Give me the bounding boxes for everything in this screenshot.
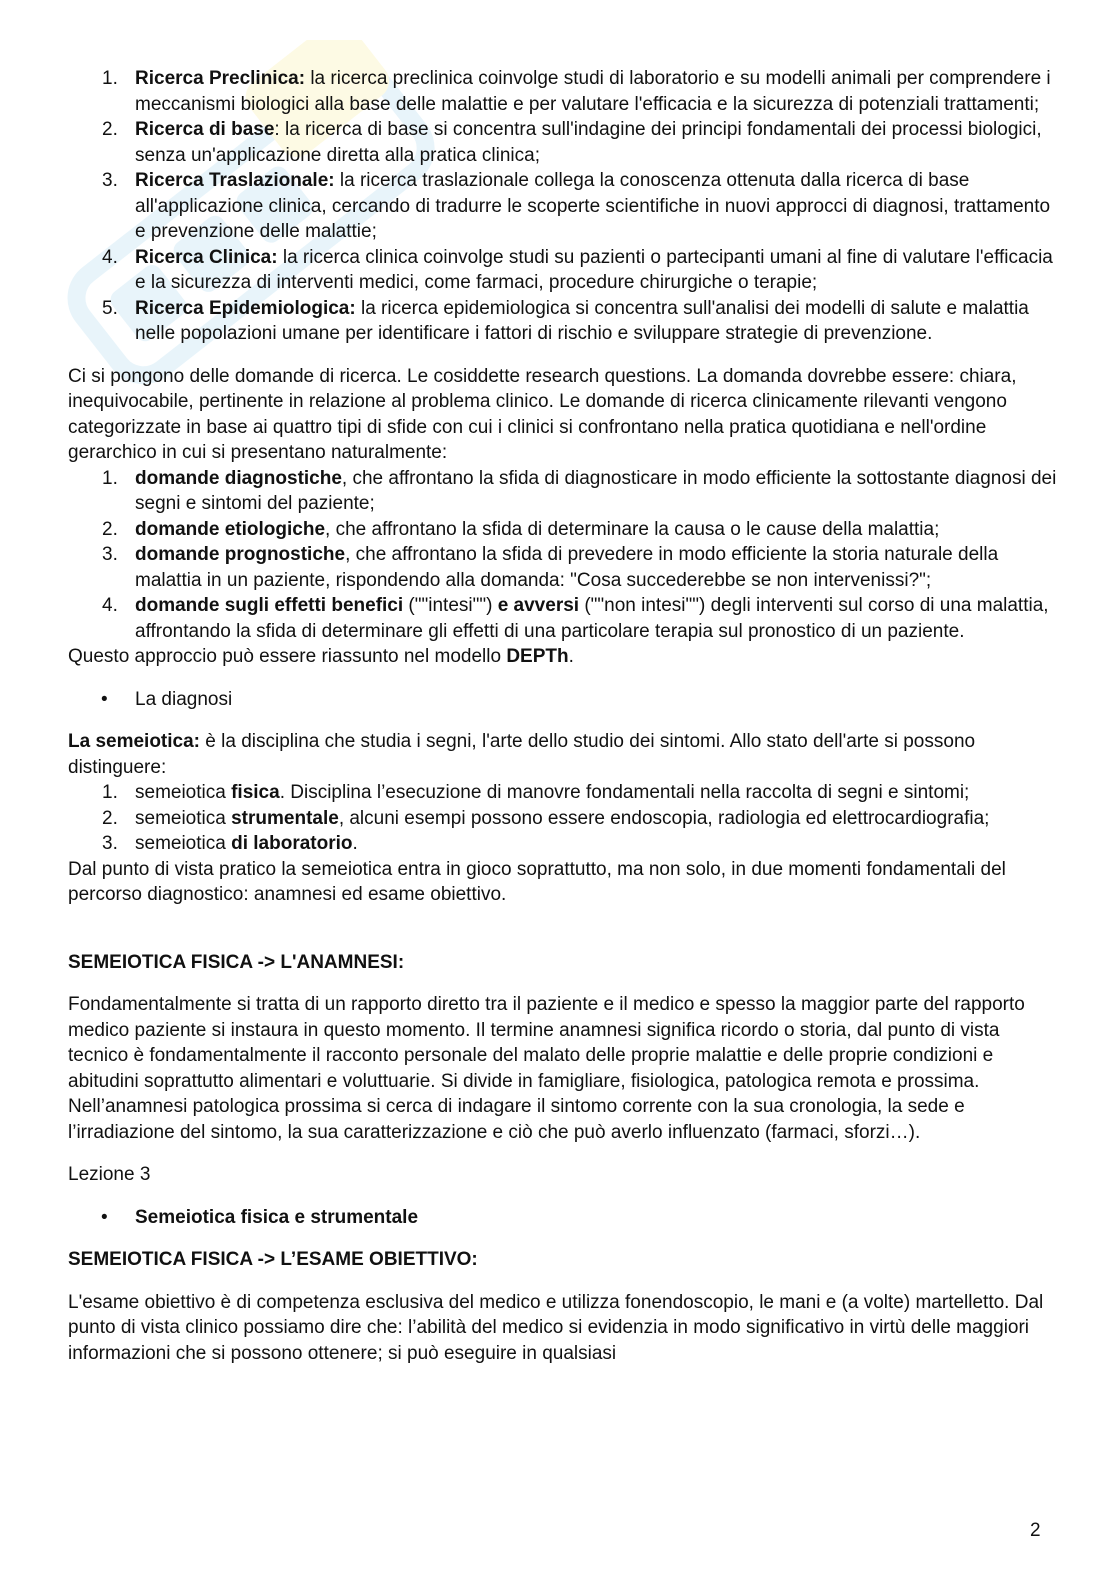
list-item [68, 780, 1058, 806]
list-term: Ricerca Epidemiologica: [135, 297, 356, 319]
list-term: domande etiologiche [135, 518, 326, 540]
page-content [68, 66, 1058, 1366]
semeiotica-term: La semeiotica: [68, 731, 200, 752]
list-text: . [352, 833, 358, 854]
list-text: (""intesi"") [403, 595, 498, 616]
research-questions-paragraph: Ci si pongono delle domande di ricerca. Le cosiddette research questions. La domanda dovrebbe essere: chiara, inequivocabile, pertinente in relazione al problema clinico. Le domande di ricerca clinicamente rilevanti vengono categorizzate in base ai quattro tipi di sfide con cui i clinici si confrontano nella pratica quotidiana e nell'ordine gerarchico in cui si presentano naturalmente: [68, 365, 1017, 463]
list-number: 2. [102, 518, 118, 540]
depth-end: . [568, 646, 574, 667]
list-item [68, 517, 1058, 543]
bullet-item [68, 687, 1058, 713]
list-item [68, 466, 1058, 517]
pratico-paragraph: Dal punto di vista pratico la semeiotica entra in gioco soprattutto, ma non solo, in due momenti fondamentali del percorso diagnostico: anamnesi ed esame obiettivo. [68, 858, 1006, 905]
list-term: e avversi [497, 595, 580, 616]
list-text: semeiotica [135, 833, 232, 854]
list-number: 1. [102, 68, 118, 89]
list-text: , alcuni esempi possono essere endoscopia, radiologia ed elettrocardiografia; [338, 807, 990, 829]
bullet-icon: • [101, 1206, 108, 1228]
questions-list [68, 466, 1058, 645]
list-term: Ricerca Clinica: [135, 246, 278, 268]
list-item [68, 245, 1058, 296]
list-term: domande prognostiche [135, 544, 346, 565]
bullet-list [68, 687, 1058, 713]
page-number: 2 [1030, 1520, 1041, 1541]
list-number: 4. [102, 595, 118, 616]
list-number: 2. [102, 807, 118, 829]
list-term: di laboratorio [231, 833, 353, 854]
bullet-icon: • [101, 688, 108, 710]
bullet-list [68, 1205, 1058, 1231]
list-item [68, 117, 1058, 168]
list-text: , che affrontano la sfida di diagnosticare in modo efficiente la sottostante diagnosi dei segni e sintomi del paziente; [135, 467, 1057, 514]
bullet-item [68, 1205, 1058, 1231]
list-number: 1. [102, 467, 118, 489]
list-number: 1. [102, 782, 118, 803]
list-item [68, 806, 1058, 832]
semeiotica-list [68, 780, 1058, 857]
list-text: la ricerca preclinica coinvolge studi di laboratorio e su modelli animali per comprendere i meccanismi biologici alla base delle malattie e per valutare l'efficacia e la sicurezza di potenziali trattamenti; [135, 68, 1051, 115]
list-term: domande diagnostiche [135, 467, 342, 489]
list-number: 4. [102, 246, 118, 268]
list-term: domande sugli effetti benefici [135, 595, 404, 616]
depth-paragraph [68, 644, 1058, 670]
list-item [68, 542, 1058, 593]
research-types-list [68, 66, 1058, 347]
lezione-label: Lezione 3 [68, 1164, 151, 1185]
list-text: semeiotica [135, 807, 232, 829]
list-text: la ricerca traslazionale collega la conoscenza ottenuta dalla ricerca di base all'applicazione clinica, cercando di tradurre le scoperte scientifiche in nuovi approcci di diagnosi, trattamento e prevenzione delle malattie; [135, 170, 1051, 242]
list-item [68, 168, 1058, 245]
semeiotica-text: è la disciplina che studia i segni, l'arte dello studio dei sintomi. Allo stato dell'arte si possono distinguere: [68, 731, 976, 778]
list-text: , che affrontano la sfida di determinare la causa o le cause della malattia; [325, 518, 940, 540]
list-item [68, 66, 1058, 117]
list-text: , che affrontano la sfida di prevedere in modo efficiente la storia naturale della malattia in un paziente, rispondendo alla domanda: "Cosa succederebbe se non intervenissi?"; [135, 544, 999, 591]
list-text: (""non intesi"") degli interventi sul corso di una malattia, affrontando la sfida di determinare gli effetti di una particolare terapia sul pronostico di un paziente. [135, 595, 1049, 642]
heading-anamnesi: SEMEIOTICA FISICA -> L'ANAMNESI: [68, 951, 405, 973]
list-number: 3. [102, 544, 118, 565]
list-number: 2. [102, 119, 118, 140]
semeiotica-paragraph [68, 729, 1058, 780]
bullet-text: La diagnosi [135, 688, 233, 710]
list-item [68, 593, 1058, 644]
depth-term: DEPTh [506, 646, 569, 667]
list-item [68, 831, 1058, 857]
list-text: : la ricerca di base si concentra sull'indagine dei principi fondamentali dei processi biologici, senza un'applicazione diretta alla pratica clinica; [135, 119, 1042, 166]
list-item [68, 296, 1058, 347]
list-term: strumentale [231, 807, 339, 829]
anamnesi-paragraph: Fondamentalmente si tratta di un rapporto diretto tra il paziente e il medico e spesso la maggior parte del rapporto medico paziente si instaura in questo momento. Il termine anamnesi significa ricordo o storia, dal punto di vista tecnico è fondamentalmente il racconto personale del malato delle proprie malattie e delle proprie condizioni e abitudini soprattutto alimentari e voluttuarie. Si divide in famigliare, fisiologica, patologica remota e prossima. Nell’anamnesi patologica prossima si cerca di indagare il sintomo corrente con la sua cronologia, la sede e l’irradiazione del sintomo, la sua caratterizzazione e ciò che può averlo influenzato (farmaci, sforzi…). [68, 994, 1025, 1143]
depth-text: Questo approccio può essere riassunto nel modello [68, 646, 507, 667]
list-number: 3. [102, 170, 118, 191]
list-text: la ricerca epidemiologica si concentra sull'analisi dei modelli di salute e malattia nelle popolazioni umane per identificare i fattori di rischio e sviluppare strategie di prevenzione. [135, 297, 1029, 344]
list-term: Ricerca Preclinica: [135, 68, 306, 89]
list-text: semeiotica [135, 782, 232, 803]
list-number: 5. [102, 297, 118, 319]
bullet-text: Semeiotica fisica e strumentale [135, 1206, 419, 1228]
list-term: fisica [231, 782, 280, 803]
esame-paragraph: L'esame obiettivo è di competenza esclusiva del medico e utilizza fonendoscopio, le mani e (a volte) martelletto. Dal punto di vista clinico possiamo dire che: l’abilità del medico si evidenzia in modo significativo in virtù delle maggiori informazioni che si possono ottenere; si può eseguire in qualsiasi [68, 1291, 1044, 1364]
list-text: la ricerca clinica coinvolge studi su pazienti o partecipanti umani al fine di valutare l'efficacia e la sicurezza di interventi medici, come farmaci, procedure chirurgiche o terapie; [135, 246, 1053, 293]
list-text: . Disciplina l’esecuzione di manovre fondamentali nella raccolta di segni e sintomi; [279, 782, 970, 803]
heading-esame: SEMEIOTICA FISICA -> L’ESAME OBIETTIVO: [68, 1249, 478, 1270]
list-term: Ricerca Traslazionale: [135, 170, 335, 191]
list-term: Ricerca di base [135, 119, 275, 140]
list-number: 3. [102, 833, 118, 854]
